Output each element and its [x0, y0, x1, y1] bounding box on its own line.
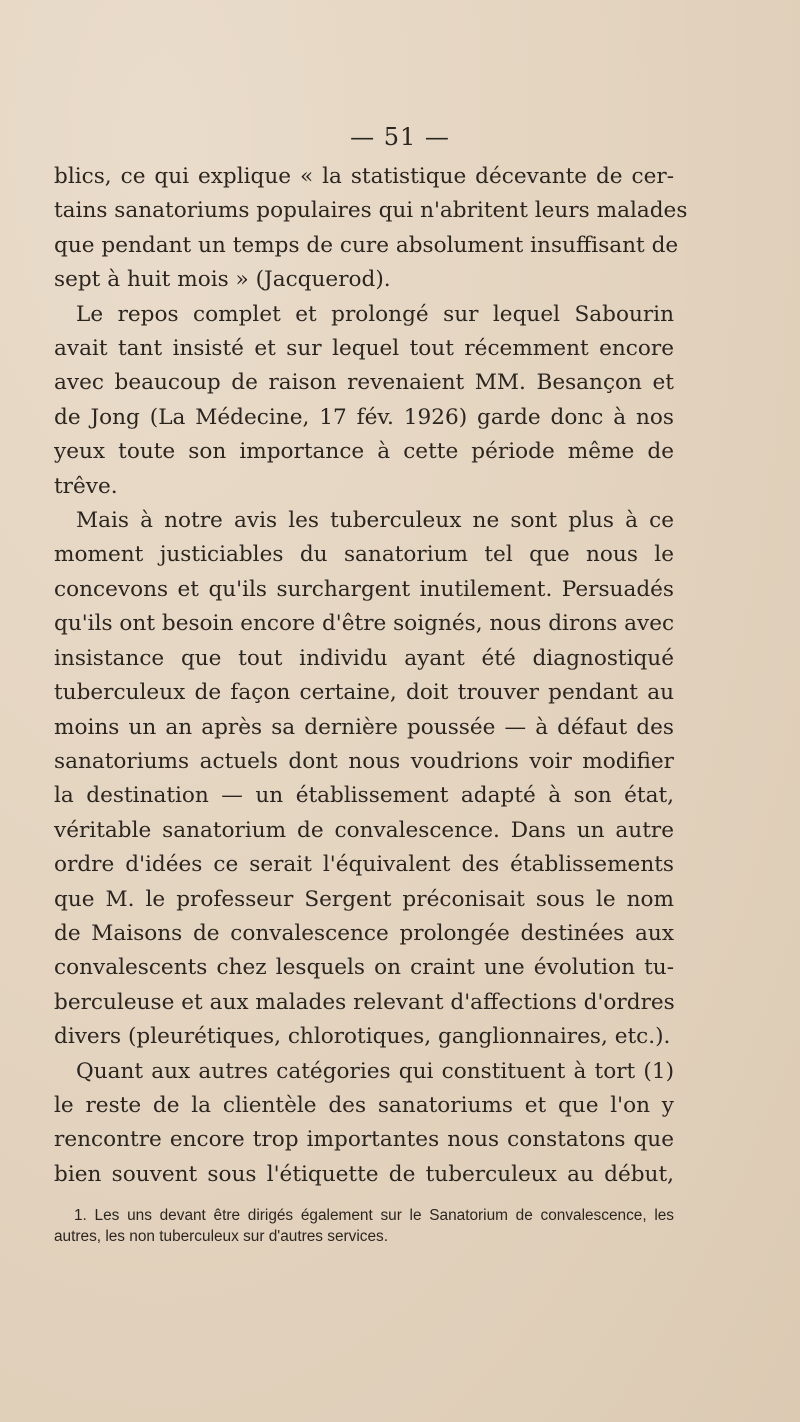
text-line: trêve. [54, 473, 118, 499]
text-line: rencontre encore trop importantes nous constatons que [54, 1127, 674, 1153]
body-text [54, 160, 688, 1192]
page-number: — 51 — [350, 123, 450, 151]
text-line: tuberculeux de façon certaine, doit trouver pendant au [54, 680, 674, 706]
text-line: qu'ils ont besoin encore d'être soignés, nous dirons avec [54, 611, 675, 637]
text-line: sanatoriums actuels dont nous voudrions voir modifier [54, 748, 674, 774]
text-line: véritable sanatorium de convalescence. Dans un autre [54, 817, 674, 843]
text-line: moment justiciables du sanatorium tel que nous le [54, 542, 674, 568]
text-line: le reste de la clientèle des sanatoriums et que l'on y [54, 1092, 674, 1118]
text-line: insistance que tout individu ayant été diagnostiqué [54, 645, 674, 671]
text-line: Quant aux autres catégories qui constituent à tort (1) [76, 1058, 674, 1084]
text-line: moins un an après sa dernière poussée — à défaut des [54, 714, 674, 740]
footnote [54, 1205, 674, 1247]
text-line: tains sanatoriums populaires qui n'abritent leurs malades [54, 198, 688, 224]
text-line: que M. le professeur Sergent préconisait sous le nom [54, 886, 674, 912]
text-line: avait tant insisté et sur lequel tout récemment encore [54, 336, 674, 362]
text-line: de Maisons de convalescence prolongée destinées aux [54, 920, 674, 946]
text-line: la destination — un établissement adapté à son état, [54, 783, 674, 809]
text-line: Mais à notre avis les tuberculeux ne sont plus à ce [76, 508, 674, 534]
text-line: avec beaucoup de raison revenaient MM. Besançon et [54, 370, 674, 396]
text-line: sept à huit mois » (Jacquerod). [54, 267, 391, 293]
text-line: divers (pleurétiques, chlorotiques, ganglionnaires, etc.). [54, 1024, 671, 1050]
text-line: concevons et qu'ils surchargent inutilement. Persuadés [54, 576, 674, 602]
text-line: bien souvent sous l'étiquette de tuberculeux au début, [54, 1161, 674, 1187]
text-line: Le repos complet et prolongé sur lequel Sabourin [76, 301, 674, 327]
footnote-line: 1. Les uns devant être dirigés également sur le Sanatorium de convalescence, les [74, 1207, 674, 1224]
text-line: blics, ce qui explique « la statistique décevante de cer- [54, 164, 674, 189]
footnote-line: autres, les non tuberculeux sur d'autres services. [54, 1228, 389, 1245]
text-line: que pendant un temps de cure absolument insuffisant de [54, 232, 679, 258]
text-line: de Jong (La Médecine, 17 fév. 1926) garde donc à nos [54, 404, 674, 430]
text-line: convalescents chez lesquels on craint une évolution tu- [54, 955, 674, 981]
text-line: berculeuse et aux malades relevant d'affections d'ordres [54, 989, 675, 1015]
text-line: yeux toute son importance à cette période même de [54, 439, 674, 465]
text-line: ordre d'idées ce serait l'équivalent des établissements [54, 852, 674, 878]
